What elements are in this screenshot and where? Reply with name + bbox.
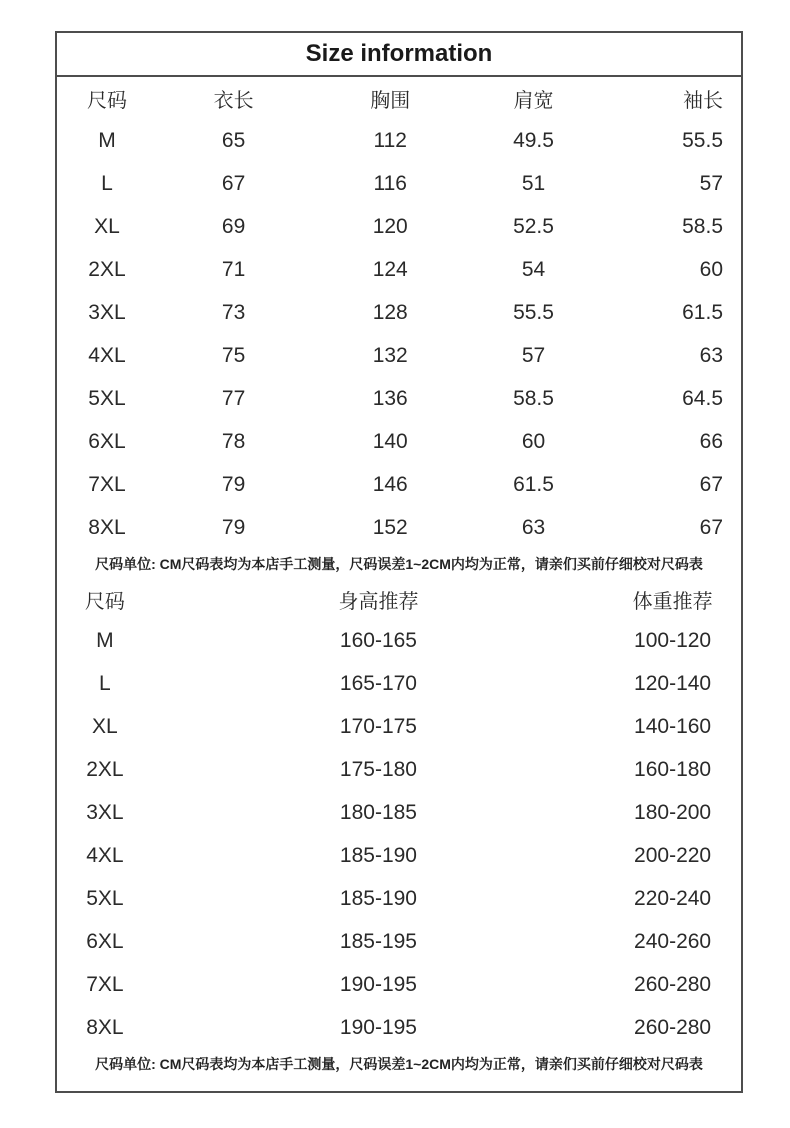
table-cell: 132: [372, 343, 408, 367]
table-cell: 63: [699, 343, 723, 367]
table-cell: 8XL: [88, 515, 126, 539]
table-cell: 175-180: [339, 757, 417, 781]
table-cell: 61.5: [513, 472, 554, 496]
table-cell: 170-175: [339, 714, 417, 738]
table-row: [57, 920, 741, 963]
table-cell: 2XL: [86, 757, 124, 781]
table-row: [57, 248, 741, 291]
table-cell: 69: [221, 214, 246, 238]
table-cell: 112: [373, 128, 407, 152]
column-header: 肩宽: [513, 89, 554, 112]
table-cell: 63: [521, 515, 546, 539]
table-cell: 3XL: [86, 800, 124, 824]
table-cell: 58.5: [513, 386, 554, 410]
table-cell: 220-240: [634, 886, 712, 910]
table-cell: 66: [699, 429, 723, 453]
table-cell: 78: [221, 429, 246, 453]
table-cell: 67: [221, 171, 246, 195]
table-cell: 57: [699, 171, 723, 195]
measurement-table: [57, 77, 741, 549]
table-cell: 260-280: [634, 1015, 712, 1039]
table-cell: 240-260: [634, 929, 712, 953]
table-cell: 136: [372, 386, 408, 410]
column-header: 尺码: [84, 590, 125, 613]
table-row: [57, 662, 741, 705]
table-cell: 71: [221, 257, 246, 281]
table-cell: 5XL: [88, 386, 126, 410]
table-cell: 180-200: [634, 800, 712, 824]
table-cell: 190-195: [339, 1015, 417, 1039]
table-cell: 64.5: [682, 386, 723, 410]
table-cell: M: [98, 128, 116, 152]
table-row: [57, 748, 741, 791]
table-cell: 260-280: [634, 972, 712, 996]
size-chart-panel: [55, 31, 743, 1093]
table-row: [57, 791, 741, 834]
table-cell: 67: [699, 515, 723, 539]
column-header: 衣长: [213, 89, 254, 112]
table-cell: 165-170: [339, 671, 417, 695]
table-row: [57, 291, 741, 334]
table-cell: 79: [221, 515, 246, 539]
table-cell: 60: [521, 429, 546, 453]
table-row: [57, 119, 741, 162]
table-cell: 67: [699, 472, 723, 496]
recommendation-table: [57, 579, 741, 1049]
table-cell: 4XL: [86, 843, 124, 867]
table-cell: 5XL: [86, 886, 124, 910]
table-row: [57, 205, 741, 248]
column-header: 身高推荐: [338, 590, 419, 613]
table-cell: 54: [521, 257, 546, 281]
table-cell: 152: [372, 515, 408, 539]
table-row: [57, 877, 741, 920]
table-cell: 185-190: [339, 843, 417, 867]
table-cell: 52.5: [513, 214, 554, 238]
table-row: [57, 705, 741, 748]
table-cell: 120-140: [634, 671, 712, 695]
table-row: [57, 334, 741, 377]
page-title: Size information: [57, 33, 741, 77]
table-cell: M: [96, 628, 114, 652]
table-cell: 60: [699, 257, 723, 281]
table-cell: 160-165: [339, 628, 417, 652]
table-cell: 49.5: [513, 128, 554, 152]
table-cell: 140-160: [634, 714, 712, 738]
table-cell: 200-220: [634, 843, 712, 867]
table-cell: 65: [221, 128, 246, 152]
table-row: [57, 834, 741, 877]
table-cell: 100-120: [634, 628, 712, 652]
table-row: [57, 963, 741, 1006]
column-header: 胸围: [370, 89, 411, 112]
table-cell: 180-185: [339, 800, 417, 824]
table-cell: 6XL: [88, 429, 126, 453]
recommendation-note: 尺码单位: CM尺码表均为本店手工测量，尺码误差1~2CM内均为正常，请亲们买前仔细校对尺码表: [95, 1056, 703, 1072]
table-cell: 2XL: [88, 257, 126, 281]
measurement-note: 尺码单位: CM尺码表均为本店手工测量，尺码误差1~2CM内均为正常，请亲们买前仔细校对尺码表: [95, 556, 703, 572]
table-cell: L: [101, 171, 113, 195]
table-row: [57, 162, 741, 205]
column-header: 袖长: [683, 89, 723, 112]
table-cell: 55.5: [682, 128, 723, 152]
table-cell: L: [99, 671, 111, 695]
table-row: [57, 463, 741, 506]
table-cell: 51: [521, 171, 546, 195]
table-cell: 160-180: [634, 757, 712, 781]
table-row: [57, 1006, 741, 1049]
table-row: [57, 506, 741, 549]
table-cell: 7XL: [88, 472, 126, 496]
table-cell: 61.5: [682, 300, 723, 324]
table-cell: XL: [94, 214, 120, 238]
table-cell: 190-195: [339, 972, 417, 996]
table-cell: 58.5: [682, 214, 723, 238]
table-cell: 7XL: [86, 972, 124, 996]
recommendation-header-row: [57, 579, 741, 619]
measurement-header-row: [57, 77, 741, 119]
table-cell: 75: [221, 343, 246, 367]
table-cell: 4XL: [88, 343, 126, 367]
table-cell: 8XL: [86, 1015, 124, 1039]
table-cell: 77: [221, 386, 246, 410]
table-cell: 128: [372, 300, 408, 324]
table-cell: 73: [221, 300, 246, 324]
table-cell: 120: [372, 214, 408, 238]
table-cell: 57: [521, 343, 546, 367]
table-cell: 116: [373, 171, 407, 195]
table-cell: 6XL: [86, 929, 124, 953]
table-row: [57, 420, 741, 463]
table-cell: 79: [221, 472, 246, 496]
table-cell: 3XL: [88, 300, 126, 324]
table-cell: 185-195: [339, 929, 417, 953]
table-cell: 55.5: [513, 300, 554, 324]
table-cell: 124: [372, 257, 408, 281]
table-row: [57, 619, 741, 662]
table-cell: 185-190: [339, 886, 417, 910]
column-header: 体重推荐: [632, 590, 713, 613]
column-header: 尺码: [86, 89, 127, 112]
table-cell: 146: [372, 472, 408, 496]
table-cell: 140: [372, 429, 408, 453]
table-cell: XL: [92, 714, 118, 738]
table-row: [57, 377, 741, 420]
